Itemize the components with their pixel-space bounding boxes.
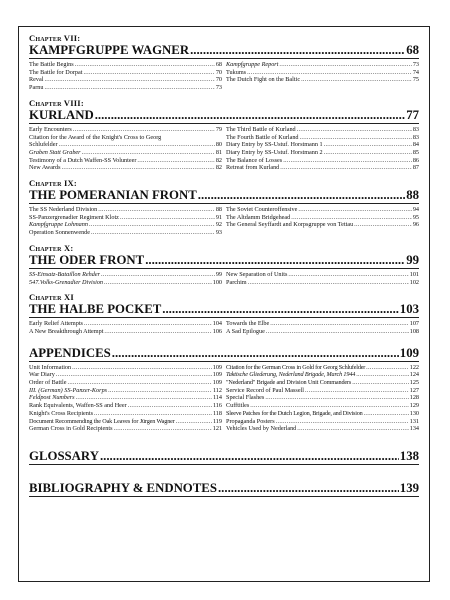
- chapter-title: THE HALBE POCKET: [29, 302, 162, 317]
- toc-entry[interactable]: Knight's Cross Recipients ..... 118: [29, 410, 222, 418]
- leader-dots: [145, 253, 405, 267]
- leader-dots: [218, 481, 399, 495]
- toc-entry[interactable]: Unit Information ..... 109: [29, 364, 222, 372]
- toc-entry[interactable]: The SS Nederland Division ..... 88: [29, 206, 222, 214]
- toc-entry[interactable]: Citation for the Award of the Knight's Cross to Georg: [29, 133, 162, 141]
- chapter-9: [29, 178, 419, 237]
- leader-dots: [198, 188, 405, 202]
- toc-entry[interactable]: New Separation of Units ..... 101: [226, 271, 419, 279]
- right-column: [226, 320, 419, 335]
- toc-entry[interactable]: Rank Equivalents, Waffen-SS and Heer ..... 116: [29, 402, 222, 410]
- toc-entry[interactable]: Taktische Gliederung, Nederland Brigade, March 1944 ..... 124: [226, 371, 419, 379]
- chapter-title-row[interactable]: [29, 253, 419, 269]
- toc-entry[interactable]: Kampfgruppe Report ..... 73: [226, 61, 419, 69]
- toc-entry[interactable]: The Third Battle of Kurland ..... 83: [226, 126, 419, 134]
- toc-entry[interactable]: Retreat from Kurland ..... 87: [226, 164, 419, 172]
- chapter-page: 139: [399, 480, 419, 495]
- chapter-page: 138: [399, 448, 419, 463]
- chapter-title-row[interactable]: [29, 302, 419, 318]
- toc-entry[interactable]: The Dutch Fight on the Baltic ..... 75: [226, 76, 419, 84]
- toc-entry[interactable]: The Soviet Counteroffensive ..... 94: [226, 206, 419, 214]
- toc-entry[interactable]: Diary Entry by SS-Ustuf. Horstmann 1 ..... 84: [226, 141, 419, 149]
- toc-entry[interactable]: Schlufelder ..... 80: [29, 141, 222, 149]
- toc-entry[interactable]: Vehicles Used by Nederland ..... 134: [226, 425, 419, 433]
- toc-entry[interactable]: The General Seyffardt and Korpsgruppe von Tettau ..... 96: [226, 221, 419, 229]
- toc-entry[interactable]: Kampfgruppe Lohmann ..... 92: [29, 221, 222, 229]
- chapter-title: KURLAND: [29, 107, 94, 122]
- chapter-title: GLOSSARY: [29, 448, 99, 463]
- toc-entry[interactable]: New Awards ..... 82: [29, 164, 222, 172]
- toc-entry[interactable]: Sleeve Patches for the Dutch Legion, Brigade, and Division ..... 130: [226, 410, 419, 418]
- chapter-title-row[interactable]: [29, 188, 419, 204]
- toc-entry[interactable]: Special Flashes ..... 128: [226, 394, 419, 402]
- left-column: [29, 320, 222, 335]
- leader-dots: [112, 346, 399, 360]
- toc-entry[interactable]: "Nederland" Brigade and Division Unit Commanders ..... 125: [226, 379, 419, 387]
- toc-entry[interactable]: The Battle for Dorpat ..... 70: [29, 69, 222, 77]
- glossary: [29, 449, 419, 465]
- left-column: [29, 271, 222, 286]
- toc-entry[interactable]: Parchim ..... 102: [226, 279, 419, 287]
- toc-entry[interactable]: Feldpost Numbers ..... 114: [29, 394, 222, 402]
- leader-dots: [95, 108, 406, 122]
- chapter-title: THE POMERANIAN FRONT: [29, 188, 197, 203]
- toc-entry[interactable]: Testimony of a Dutch Waffen-SS Volunteer ..... 82: [29, 157, 222, 165]
- chapter-page: 88: [406, 188, 419, 203]
- chapter-title-row[interactable]: [29, 43, 419, 59]
- right-column: [226, 61, 419, 92]
- toc-entry[interactable]: German Cross in Gold Recipients ..... 121: [29, 425, 222, 433]
- toc-entry[interactable]: The Battle Begins ..... 68: [29, 61, 222, 69]
- chapter-page: 77: [406, 107, 419, 122]
- chapter-label: Chapter VII:: [29, 33, 81, 43]
- leader-dots: [190, 43, 405, 57]
- toc-entry[interactable]: Cufftitles ..... 129: [226, 402, 419, 410]
- chapter-10: [29, 243, 419, 286]
- bibliography: [29, 481, 419, 497]
- chapter-title: APPENDICES: [29, 345, 111, 360]
- chapter-page: 68: [406, 43, 419, 57]
- right-column: [226, 206, 419, 237]
- toc-entry[interactable]: III. (German) SS-Panzer-Korps ..... 112: [29, 387, 222, 395]
- left-column: [29, 206, 222, 237]
- chapter-page: 103: [399, 302, 419, 317]
- toc-entry[interactable]: Document Recommending the Oak Leaves for Jürgen Wagner ..... 119: [29, 418, 222, 426]
- chapter-title: BIBLIOGRAPHY & ENDNOTES: [29, 480, 217, 495]
- toc-entry[interactable]: Operation Sonnenwende ..... 93: [29, 229, 222, 237]
- toc-entry[interactable]: Order of Battle ..... 109: [29, 379, 222, 387]
- chapter-title: THE ODER FRONT: [29, 252, 145, 267]
- appendices: [29, 346, 419, 433]
- toc-entry[interactable]: Early Encounters ..... 79: [29, 126, 222, 134]
- chapter-11: [29, 292, 419, 335]
- toc-entry[interactable]: Tukums ..... 74: [226, 69, 419, 77]
- left-column: [29, 364, 222, 433]
- chapter-page: 99: [406, 252, 419, 267]
- toc-entry[interactable]: Parnu ..... 73: [29, 84, 222, 92]
- right-column: [226, 271, 419, 286]
- chapter-7: [29, 33, 419, 92]
- toc-entry[interactable]: SS-Einsatz-Bataillon Rehder ..... 99: [29, 271, 222, 279]
- toc-entry[interactable]: The Balance of Losses ..... 86: [226, 157, 419, 165]
- chapter-8: [29, 98, 419, 172]
- toc-entry[interactable]: Diary Entry by SS-Ustuf. Horstmann 2 ..... 85: [226, 149, 419, 157]
- table-of-contents: [18, 26, 430, 582]
- toc-entry[interactable]: Early Relief Attempts ..... 104: [29, 320, 222, 328]
- toc-entry[interactable]: Reval ..... 70: [29, 76, 222, 84]
- left-column: [29, 61, 222, 92]
- toc-entry[interactable]: A Sad Epilogue ..... 108: [226, 328, 419, 336]
- left-column: [29, 126, 222, 172]
- toc-entry[interactable]: The Altdamm Bridgehead ..... 95: [226, 214, 419, 222]
- right-column: [226, 364, 419, 433]
- chapter-page: 109: [399, 345, 419, 360]
- right-column: [226, 126, 419, 172]
- leader-dots: [162, 302, 399, 316]
- toc-entry[interactable]: Citation for the German Cross in Gold for Georg Schlufelder ..... 122: [226, 364, 419, 372]
- chapter-title-row[interactable]: [29, 449, 419, 465]
- toc-entry[interactable]: 547.Volks-Grenadier Division ..... 100: [29, 279, 222, 287]
- toc-entry[interactable]: A New Breakthrough Attempt ..... 106: [29, 328, 222, 336]
- toc-entry[interactable]: Graben Statt Graber ..... 81: [29, 149, 222, 157]
- toc-entry[interactable]: SS-Panzergrenadier Regiment Klotz ..... 91: [29, 214, 222, 222]
- toc-entry[interactable]: Service Record of Paul Massell ..... 127: [226, 387, 419, 395]
- toc-entry[interactable]: The Fourth Battle of Kurland ..... 83: [226, 134, 419, 142]
- chapter-label: Chapter VIII:: [29, 97, 84, 108]
- chapter-label: Chapter X:: [29, 242, 74, 253]
- toc-entry[interactable]: War Diary ..... 109: [29, 371, 222, 379]
- chapter-label: Chapter IX:: [29, 178, 77, 189]
- toc-entry[interactable]: Towards the Elbe ..... 107: [226, 320, 419, 328]
- chapter-label: Chapter XI: [29, 292, 74, 303]
- chapter-title: KAMPFGRUPPE WAGNER: [29, 43, 190, 57]
- chapter-title-row[interactable]: [29, 346, 419, 362]
- toc-entry[interactable]: Propaganda Posters ..... 131: [226, 418, 419, 426]
- chapter-title-row[interactable]: [29, 108, 419, 124]
- chapter-title-row[interactable]: [29, 481, 419, 497]
- leader-dots: [100, 449, 399, 463]
